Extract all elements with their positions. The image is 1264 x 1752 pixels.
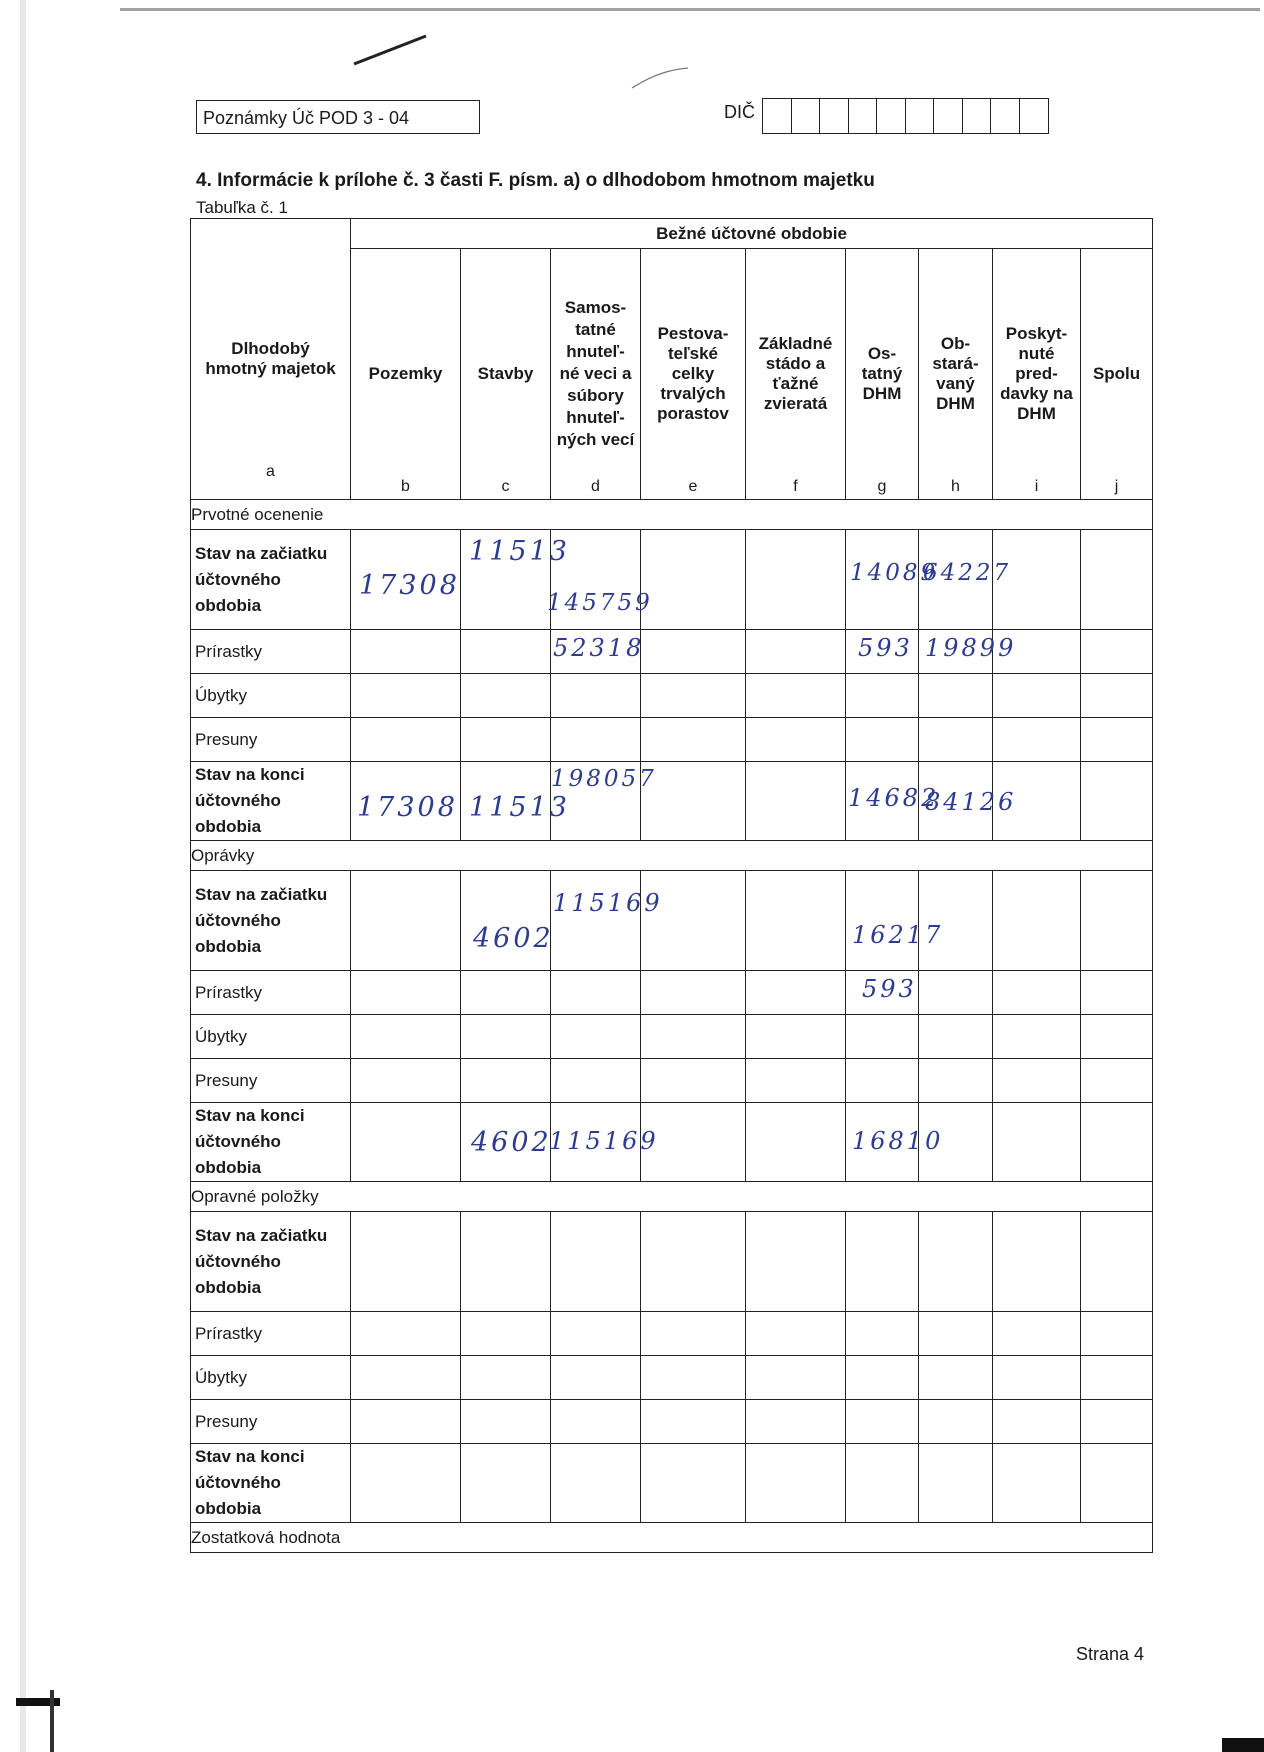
cell-g[interactable]	[846, 1400, 919, 1444]
handwritten-value: 16810	[852, 1127, 944, 1155]
row-label: Stav na začiatku účtovného obdobia	[191, 871, 351, 971]
cell-f[interactable]	[746, 1015, 846, 1059]
handwritten-value: 64227	[923, 560, 1012, 586]
cell-i[interactable]	[993, 1103, 1081, 1182]
row-label: Úbytky	[191, 1015, 351, 1059]
dic-digit-box[interactable]	[906, 99, 935, 133]
cell-j[interactable]	[1081, 1059, 1153, 1103]
cell-b[interactable]	[351, 530, 461, 630]
scan-corner-mark	[50, 1690, 54, 1752]
cell-i[interactable]	[993, 1015, 1081, 1059]
asset-table	[190, 218, 1153, 1553]
col-label-hnutelne-veci: Samos- tatné hnuteľ- né veci a súbory hnuteľ- ných vecí	[556, 298, 635, 449]
cell-c[interactable]	[461, 1400, 551, 1444]
cell-c[interactable]	[461, 718, 551, 762]
cell-g[interactable]	[846, 971, 919, 1015]
dic-digit-box[interactable]	[1020, 99, 1049, 133]
col-header-g	[846, 249, 919, 500]
cell-h[interactable]	[919, 1400, 993, 1444]
cell-g[interactable]	[846, 1444, 919, 1523]
section-title-opravky: Oprávky	[191, 841, 1153, 871]
cell-b[interactable]	[351, 1212, 461, 1312]
cell-d[interactable]	[551, 971, 641, 1015]
col-letter-a: a	[266, 463, 275, 480]
col-letter-g: g	[877, 478, 887, 495]
row-label: Presuny	[191, 718, 351, 762]
cell-j[interactable]	[1081, 1444, 1153, 1523]
cell-i[interactable]	[993, 718, 1081, 762]
cell-h[interactable]	[919, 530, 1012, 630]
row-label: Presuny	[191, 1400, 351, 1444]
dic-digit-box[interactable]	[849, 99, 878, 133]
cell-h[interactable]	[919, 1103, 993, 1182]
cell-e[interactable]	[641, 1059, 746, 1103]
cell-h[interactable]	[919, 1212, 993, 1312]
row-label: Presuny	[191, 1059, 351, 1103]
cell-d[interactable]	[551, 1356, 641, 1400]
cell-e[interactable]	[641, 1015, 746, 1059]
cell-e[interactable]	[641, 530, 746, 630]
cell-b[interactable]	[351, 630, 461, 674]
row-label: Prírastky	[191, 1312, 351, 1356]
col-label-pozemky: Pozemky	[368, 364, 443, 383]
row-label: Úbytky	[191, 1356, 351, 1400]
row-label: Úbytky	[191, 674, 351, 718]
cell-d[interactable]	[551, 718, 641, 762]
col-label-poskytnute-preddavky: Poskyt- nuté pred- davky na DHM	[1000, 324, 1073, 423]
col-letter-c: c	[501, 478, 510, 495]
cell-c[interactable]	[461, 1312, 551, 1356]
cell-e[interactable]	[641, 1444, 746, 1523]
cell-j[interactable]	[1081, 630, 1153, 674]
cell-e[interactable]	[641, 674, 746, 718]
cell-j[interactable]	[1081, 1356, 1153, 1400]
cell-b[interactable]	[351, 762, 461, 841]
final-row-zostatkova-hodnota: Zostatková hodnota	[191, 1523, 1153, 1553]
cell-i[interactable]	[993, 1212, 1081, 1312]
col-letter-h: h	[951, 478, 960, 495]
cell-e[interactable]	[641, 1356, 746, 1400]
row-header-text: Dlhodobý hmotný majetok	[205, 339, 336, 378]
col-header-c	[461, 249, 551, 500]
cell-g[interactable]	[846, 630, 919, 674]
col-letter-e: e	[688, 478, 698, 495]
cell-d[interactable]	[549, 1103, 659, 1182]
cell-i[interactable]	[993, 871, 1081, 971]
cell-f[interactable]	[746, 530, 846, 630]
cell-b[interactable]	[351, 871, 461, 971]
col-header-j	[1081, 249, 1153, 500]
cell-d[interactable]	[551, 871, 663, 971]
cell-c[interactable]	[461, 871, 554, 971]
cell-b[interactable]	[351, 1103, 461, 1182]
cell-g[interactable]	[846, 871, 944, 971]
dic-digit-box[interactable]	[877, 99, 906, 133]
cell-f[interactable]	[746, 1444, 846, 1523]
cell-h[interactable]	[919, 762, 1017, 841]
section-title-opravne-polozky: Opravné položky	[191, 1182, 1153, 1212]
cell-h[interactable]	[919, 1015, 993, 1059]
col-label-zakladne-stado: Základné stádo a ťažné zvieratá	[758, 334, 833, 413]
handwritten-value: 19899	[925, 634, 1017, 662]
handwritten-value: 11513	[469, 536, 570, 567]
cell-i[interactable]	[993, 530, 1081, 630]
cell-e[interactable]	[641, 1312, 746, 1356]
col-letter-b: b	[401, 478, 410, 495]
cell-d[interactable]	[551, 674, 641, 718]
col-header-h	[919, 249, 993, 500]
handwritten-value: 593	[862, 975, 917, 1003]
cell-b[interactable]	[351, 1015, 461, 1059]
cell-e[interactable]	[641, 630, 746, 674]
dic-digit-box[interactable]	[991, 99, 1020, 133]
cell-d[interactable]	[551, 1212, 641, 1312]
handwritten-value: 52318	[553, 634, 645, 662]
handwritten-value: 145759	[547, 590, 653, 616]
cell-d[interactable]	[547, 530, 653, 630]
cell-h[interactable]	[919, 1059, 993, 1103]
col-header-d	[551, 249, 641, 500]
handwritten-value: 16217	[852, 921, 944, 949]
col-header-i	[993, 249, 1081, 500]
cell-g[interactable]	[846, 1015, 919, 1059]
dic-label: DIČ	[724, 102, 755, 122]
scan-edge	[20, 0, 26, 1752]
cell-h[interactable]	[919, 674, 993, 718]
cell-d[interactable]	[551, 762, 657, 841]
cell-f[interactable]	[746, 718, 846, 762]
cell-e[interactable]	[641, 971, 746, 1015]
cell-f[interactable]	[746, 1103, 846, 1182]
cell-f[interactable]	[746, 1212, 846, 1312]
cell-j[interactable]	[1081, 1015, 1153, 1059]
col-header-b	[351, 249, 461, 500]
cell-j[interactable]	[1081, 871, 1153, 971]
row-label: Prírastky	[191, 630, 351, 674]
cell-j[interactable]	[1081, 1212, 1153, 1312]
cell-i[interactable]	[993, 674, 1081, 718]
cell-g[interactable]	[846, 1103, 944, 1182]
cell-i[interactable]	[993, 1400, 1081, 1444]
col-letter-i: i	[1034, 478, 1039, 495]
row-label: Stav na konci účtovného obdobia	[191, 1444, 351, 1523]
cell-i[interactable]	[993, 762, 1081, 841]
handwritten-value: 11513	[469, 792, 570, 823]
cell-d[interactable]	[551, 1400, 641, 1444]
pen-mark	[350, 30, 430, 70]
handwritten-value: 4602	[473, 923, 554, 954]
dic-digit-box[interactable]	[820, 99, 849, 133]
row-label: Stav na začiatku účtovného obdobia	[191, 1212, 351, 1312]
cell-e[interactable]	[641, 762, 746, 841]
cell-j[interactable]	[1081, 1103, 1153, 1182]
cell-c[interactable]	[461, 971, 551, 1015]
cell-c[interactable]	[461, 530, 570, 630]
cell-g[interactable]	[846, 674, 919, 718]
cell-f[interactable]	[746, 971, 846, 1015]
cell-h[interactable]	[919, 871, 993, 971]
cell-b[interactable]	[351, 1356, 461, 1400]
cell-f[interactable]	[746, 762, 846, 841]
cell-i[interactable]	[993, 630, 1081, 674]
handwritten-value: 17308	[357, 792, 458, 823]
cell-d[interactable]	[551, 1444, 641, 1523]
cell-c[interactable]	[461, 1212, 551, 1312]
period-header: Bežné účtovné obdobie	[351, 219, 1153, 249]
cell-c[interactable]	[461, 1015, 551, 1059]
handwritten-value: 115169	[553, 889, 663, 917]
col-header-f	[746, 249, 846, 500]
cell-j[interactable]	[1081, 674, 1153, 718]
handwritten-value: 84126	[925, 788, 1017, 816]
handwritten-value: 198057	[551, 766, 657, 792]
table-caption: Tabuľka č. 1	[196, 198, 288, 217]
cell-b[interactable]	[351, 674, 461, 718]
cell-d[interactable]	[551, 1015, 641, 1059]
cell-c[interactable]	[461, 674, 551, 718]
col-label-pestovatelske-celky: Pestova- teľské celky trvalých porastov	[657, 324, 729, 423]
cell-g[interactable]	[846, 530, 939, 630]
dic-digit-box[interactable]	[934, 99, 963, 133]
cell-c[interactable]	[461, 1059, 551, 1103]
col-label-ostatny-dhm: Os- tatný DHM	[861, 344, 903, 403]
cell-c[interactable]	[461, 1356, 551, 1400]
handwritten-value: 17308	[359, 570, 460, 601]
cell-e[interactable]	[641, 1400, 746, 1444]
cell-h[interactable]	[919, 1444, 993, 1523]
dic-digit-box[interactable]	[763, 99, 792, 133]
cell-j[interactable]	[1081, 971, 1153, 1015]
form-code-box: Poznámky Úč POD 3 - 04	[196, 100, 480, 134]
cell-c[interactable]	[461, 630, 551, 674]
handwritten-value: 115169	[549, 1127, 659, 1155]
cell-g[interactable]	[846, 1356, 919, 1400]
col-letter-f: f	[793, 478, 798, 495]
cell-g[interactable]	[846, 762, 940, 841]
scan-top-line	[120, 8, 1260, 11]
cell-d[interactable]	[551, 630, 645, 674]
cell-b[interactable]	[351, 971, 461, 1015]
cell-f[interactable]	[746, 674, 846, 718]
dic-digit-box[interactable]	[792, 99, 821, 133]
row-label: Stav na konci účtovného obdobia	[191, 762, 351, 841]
cell-b[interactable]	[351, 1059, 461, 1103]
cell-g[interactable]	[846, 1059, 919, 1103]
cell-b[interactable]	[351, 1400, 461, 1444]
cell-f[interactable]	[746, 1400, 846, 1444]
cell-i[interactable]	[993, 1356, 1081, 1400]
cell-e[interactable]	[641, 871, 746, 971]
dic-digit-box[interactable]	[963, 99, 992, 133]
cell-h[interactable]	[919, 718, 993, 762]
cell-d[interactable]	[551, 1312, 641, 1356]
cell-j[interactable]	[1081, 762, 1153, 841]
pen-mark-faint	[630, 62, 690, 92]
cell-j[interactable]	[1081, 530, 1153, 630]
cell-e[interactable]	[641, 1212, 746, 1312]
cell-h[interactable]	[919, 1312, 993, 1356]
cell-i[interactable]	[993, 1312, 1081, 1356]
cell-g[interactable]	[846, 1312, 919, 1356]
cell-f[interactable]	[746, 871, 846, 971]
cell-g[interactable]	[846, 1212, 919, 1312]
cell-b[interactable]	[351, 718, 461, 762]
header-row-label	[191, 219, 351, 500]
handwritten-value: 4602	[471, 1127, 552, 1158]
cell-e[interactable]	[641, 1103, 746, 1182]
section-title: 4. Informácie k prílohe č. 3 časti F. písm. a) o dlhodobom hmotnom majetku	[196, 170, 875, 191]
cell-c[interactable]	[461, 762, 570, 841]
cell-f[interactable]	[746, 1059, 846, 1103]
cell-f[interactable]	[746, 1356, 846, 1400]
cell-i[interactable]	[993, 1444, 1081, 1523]
cell-i[interactable]	[993, 1059, 1081, 1103]
dic-input-boxes[interactable]	[762, 98, 1049, 134]
cell-i[interactable]	[993, 971, 1081, 1015]
cell-b[interactable]	[351, 1444, 461, 1523]
cell-d[interactable]	[551, 1059, 641, 1103]
cell-j[interactable]	[1081, 718, 1153, 762]
handwritten-value: 593	[858, 634, 913, 662]
page-number: Strana 4	[1076, 1644, 1145, 1664]
row-label: Stav na konci účtovného obdobia	[191, 1103, 351, 1182]
cell-e[interactable]	[641, 718, 746, 762]
cell-b[interactable]	[351, 1312, 461, 1356]
col-label-stavby: Stavby	[477, 364, 534, 383]
col-header-e	[641, 249, 746, 500]
cell-j[interactable]	[1081, 1400, 1153, 1444]
col-letter-d: d	[591, 478, 600, 495]
row-label: Prírastky	[191, 971, 351, 1015]
cell-c[interactable]	[461, 1103, 551, 1182]
cell-g[interactable]	[846, 718, 919, 762]
row-label: Stav na začiatku účtovného obdobia	[191, 530, 351, 630]
scan-corner-mark	[1222, 1738, 1264, 1752]
section-title-prvotne-ocenenie: Prvotné ocenenie	[191, 500, 1153, 530]
cell-h[interactable]	[919, 971, 993, 1015]
cell-f[interactable]	[746, 1312, 846, 1356]
handwritten-value: 14089	[850, 560, 939, 586]
handwritten-value: 14682	[848, 784, 940, 812]
col-label-spolu: Spolu	[1092, 364, 1141, 383]
cell-j[interactable]	[1081, 1312, 1153, 1356]
cell-h[interactable]	[919, 1356, 993, 1400]
cell-c[interactable]	[461, 1444, 551, 1523]
cell-h[interactable]	[919, 630, 1017, 674]
col-label-obstarany-dhm: Ob- stará- vaný DHM	[932, 334, 979, 413]
cell-f[interactable]	[746, 630, 846, 674]
col-letter-j: j	[1114, 478, 1119, 495]
